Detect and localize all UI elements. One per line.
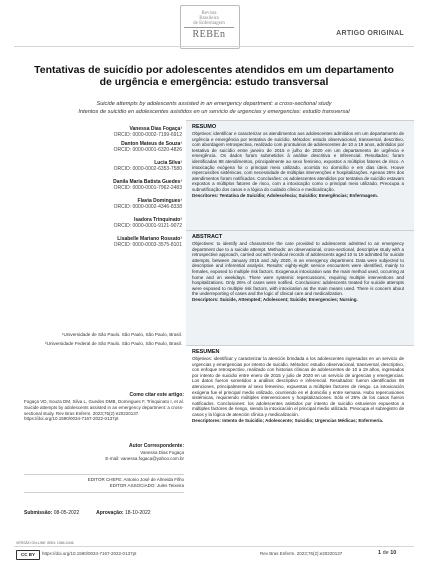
article-type-label: ARTIGO ORIGINAL (336, 30, 404, 37)
author-orcid[interactable]: ORCID: 0000-0002-6353-7580 (113, 166, 182, 172)
abstract-descriptors: Descriptors: Suicide, Attempted; Adolescent; Suicide; Emergencies; Nursing. (192, 296, 358, 302)
page-current: 1 (378, 550, 382, 556)
resumo-heading: RESUMO (192, 124, 217, 130)
submitted-date: 08-05-2022 (53, 510, 80, 516)
page-sep: de (382, 550, 389, 556)
header-divider (14, 46, 414, 47)
editor-chief: EDITOR CHEFE: Antonio José de Almeida Filho (87, 477, 184, 482)
correspondence-block (24, 450, 184, 462)
abstract-text: Objectives: to identify and characterize the care provided to adolescents admitted to an emergency department due to a suicide attempt. Methods: an observational, cross-sectional, descriptive study with a retrospective approach, carried out with medical records of adolescents aged 10 to 19 admitted for suicide attempts, between January 2015 and July 2020, in an emergency department. Data were subjected to descriptive and inferential analysis. Results: eighty-eight service encounters were identified, mainly to females, exposed to multiple risk factors. Exogenous intoxication was the main method used, occurring at home and on weekdays. There were systemic repercussions, requiring multiple interventions and hospitalizations. Only 26% of cases were notified. Conclusions: adolescents treated for suicide attempts were exposed to multiple risk factors, with intoxication as the main means used. There is concern about the underreporting of cases and the logic of clinical care and medicalization. (192, 241, 404, 297)
author-orcid[interactable]: ORCID: 0000-0001-9121-9072 (113, 223, 182, 229)
author-name: Isadora Trinquinato¹ (133, 217, 182, 223)
resumen-text: Objetivos: identificar y caracterizar la atención brindada a los adolescentes ingresados en un servicio de urgencias y emergencias por intento de suicidio. Métodos: estudio observacional, transversal, descriptivo, con enfoque retrospectivo, realizado con historias clínicas de adolescentes de 10 a 19 años, ingresados por intento de suicidio entre enero de 2015 y julio de 2020 en un servicio de urgencias y emergencias. Los datos fueron sometidos a análisis descriptivo e inferencial. Resultados: fueron identificados 88 atenciones, principalmente al sexo femenino, expuestas a múltiples factores de riesgo. La intoxicación exógena fue el principal medio utilizado, ocurriendo en el domicilio y entre semana. Hubo repercusiones sistémicas, requiriendo múltiples intervenciones y hospitalizaciones. Sólo el 26% de los casos fueron notificados. Conclusiones: los adolescentes asistidos por intento de suicidio estuvieron expuestos a múltiples factores de riesgo, siendo la intoxicación el principal medio utilizado. Preocupa el subregistro de casos y la lógica de atención clínica y medicalización. (192, 356, 404, 417)
correspondence-heading: Autor Correspondente: (129, 443, 184, 449)
resumo-descriptors: Descritores: Tentativa de Suicídio; Adolescência; Suicídio; Emergências; Enfermagem. (192, 192, 379, 198)
page-total: 10 (390, 550, 397, 556)
abstract-heading: ABSTRACT (192, 234, 223, 240)
correspondence-email[interactable]: E-mail: vanessa.fogaca@yahoo.com.br (105, 456, 184, 461)
cite-heading: Como citar este artigo: (129, 392, 184, 398)
dates-row (24, 510, 184, 516)
affiliation-2: ²Universidade Federal de São Paulo. São Paulo, São Paulo, Brasil. (45, 341, 182, 346)
author-entry (22, 217, 182, 229)
author-name: Vanessa Dias Fogaça¹ (129, 126, 182, 132)
page-number (378, 550, 396, 556)
cc-license-icon[interactable]: CC BY (16, 550, 40, 560)
correspondence-name: Vanessa Dias Fogaça (140, 450, 184, 455)
logo-brand: REBEn (192, 29, 226, 40)
logo-text-line2: Brasileira (199, 16, 219, 21)
doi-link[interactable]: https://doi.org/10.1590/0034-7167-2022-0137pt (42, 551, 137, 556)
editor-associate: EDITOR ASSOCIADO: Jules Teixeira (109, 483, 184, 488)
abstract-divider (186, 120, 414, 121)
author-orcid[interactable]: ORCID: 0000-0002-4346-8338 (113, 204, 182, 210)
author-orcid[interactable]: ORCID: 0000-0002-7199-6912 (113, 132, 182, 138)
online-version: VERSÃO ON-LINE ISSN: 1984-0446 (16, 541, 74, 545)
approved-label: Aprovação: (96, 510, 124, 516)
author-orcid[interactable]: ORCID: 0000-0003-3575-8101 (113, 242, 182, 248)
resumen-heading: RESUMEN (192, 349, 220, 355)
affiliations (22, 332, 182, 347)
logo-text-line1: Revista (201, 11, 217, 16)
author-name: Danila Maria Batista Guedes¹ (113, 179, 182, 185)
submitted-label: Submissão: (24, 510, 53, 516)
abstract-divider (186, 230, 414, 231)
logo-text-line3: de Enfermagem (193, 21, 225, 26)
article-title: Tentativas de suicídio por adolescentes atendidos em um departamento de urgência e emergência: estudo transversal (34, 64, 394, 88)
spanish-title: Intentos de suicidio en adolescentes asistidos en un servicio de urgencias y emergencias: estudio transversal (78, 109, 350, 115)
journal-logo (180, 5, 238, 40)
resumo-section (192, 124, 404, 198)
resumen-descriptors: Descriptores: Intento de Suicidio; Adolescente; Suicidio; Urgencias Médicas; Enfermería. (192, 417, 384, 423)
affiliation-1: ¹Universidade de São Paulo. São Paulo, São Paulo, Brasil. (61, 332, 182, 337)
journal-reference: Rev Bras Enferm. 2023;76(2):e20220137 (260, 551, 343, 556)
author-entry (22, 126, 182, 138)
author-name: Danton Mateus de Souza¹ (121, 141, 182, 147)
approved-date: 18-10-2022 (125, 510, 151, 516)
author-name: Lisabelle Mariano Rossato¹ (117, 236, 182, 242)
author-entry (22, 236, 182, 248)
author-entry (22, 198, 182, 210)
author-name: Flavia Domingues¹ (137, 198, 182, 204)
english-title: Suicide attempts by adolescents assisted in an emergency department: a cross-sectional study (96, 101, 332, 107)
author-entry (22, 179, 182, 191)
resumen-section (192, 349, 404, 423)
author-entry (22, 160, 182, 172)
abstract-section (192, 234, 404, 303)
footer-divider (14, 546, 414, 547)
editors-block (24, 477, 184, 489)
cite-text: Fogaça VD, Souza DM, Silva L, Guedes DMB, Domingues F, Trinquinato I, et al. Suicide attempts by adolescents assisted in an emergency department: a cross-sectional study. Rev Bras Enferm. 2023;76(2):e20220137. https://doi.org/10.1590/0034-7167-2022-0137pt (24, 399, 184, 422)
logo-frame (180, 5, 240, 49)
author-entry (22, 141, 182, 153)
abstract-divider (186, 345, 414, 346)
editor-divider-bottom (24, 492, 184, 493)
author-orcid[interactable]: ORCID: 0000-0001-6320-4826 (113, 147, 182, 153)
editor-divider-top (24, 474, 184, 475)
resumo-text: Objetivos: identificar e caracterizar os atendimentos aos adolescentes admitidos em um departamento de urgência e emergência por tentativa de suicídio. Métodos: estudo observacional, transversal, descritivo, com abordagem retrospectiva, realizado com prontuários de adolescentes de 10 a 19 anos, admitidos por tentativa de suicídio entre janeiro de 2015 e julho de 2020 em um departamento de urgência e emergência. Os dados foram submetidos à análise descritiva e inferencial. Resultados: foram identificadas 88 atendimentos, principalmente ao sexo feminino, expostos a múltiplos fatores de risco. A intoxicação exógena foi o principal meio utilizado, ocorrida no domicílio e em dias úteis. Houve repercussões sistêmicas, com necessidade de múltiplas intervenções e hospitalizações. Apenas 26% dos atendimentos foram notificados. Conclusões: os adolescentes atendidos por tentativa de suicídio estavam expostos a múltiplos fatores de risco, com a intoxicação como o principal meio utilizado. Preocupa a subnotificação dos casos e a lógica do cuidado clínico e medicalização. (192, 131, 404, 192)
author-name: Lucia Silva¹ (154, 160, 182, 166)
author-orcid[interactable]: ORCID: 0000-0001-7962-2483 (113, 185, 182, 191)
